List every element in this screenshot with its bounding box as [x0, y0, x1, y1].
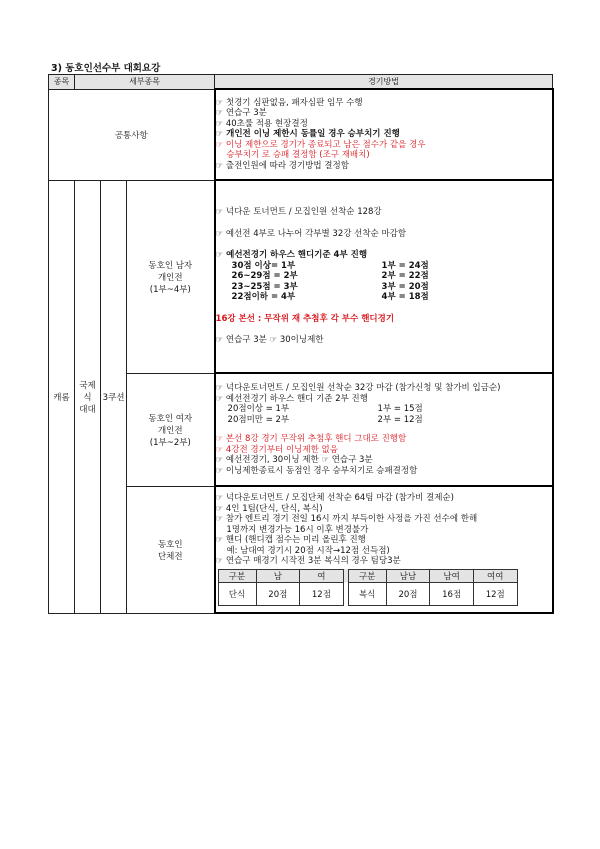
women-content [215, 373, 553, 486]
common-label: 공통사항 [49, 89, 215, 180]
handicap-header: 남 [256, 569, 300, 582]
women-label-1: 동호인 여자 [148, 413, 193, 424]
men-grade: 23~25점 = 3부 3부 = 20점 [231, 281, 429, 292]
handicap-header: 구분 [348, 569, 386, 582]
men-line-3: ☞ 예선전경기 하우스 핸디기준 4부 진행 [215, 250, 368, 261]
men-label-1: 동호인 남자 [148, 260, 193, 271]
team-line: 예: 남대여 경기시 20점 시작→12점 선득점) [215, 545, 390, 556]
men-content [215, 180, 553, 373]
handicap-value-row [218, 582, 517, 605]
women-grade: 20점이상 = 1부 1부 = 15점 [227, 404, 423, 414]
handicap-table [218, 569, 518, 606]
handicap-cell: 16점 [430, 582, 474, 605]
three-cushion: 3쿠션 [101, 180, 127, 613]
common-line: ☞ 이닝 제한으로 경기가 종료되고 남은 점수가 같을 경우 [215, 139, 426, 150]
common-line: ☞ 첫경기 심판없음, 패자심판 임무 수행 [215, 97, 363, 108]
header-row [49, 75, 553, 90]
team-label-1: 동호인 [157, 539, 183, 550]
women-label-2: 개인전 [157, 425, 183, 436]
intl-line-3: 대대 [79, 404, 96, 415]
women-line-4: ☞ 4강전 경기부터 이닝제한 없음 [215, 444, 338, 455]
common-line: ☞ 연습구 3분 [215, 108, 267, 119]
handicap-cell: 20점 [386, 582, 430, 605]
common-line: ☞ 출전인원에 따라 경기방법 결정함 [215, 160, 349, 171]
women-line-6: ☞ 이닝제한종료시 동점인 경우 승부치기로 승패결정함 [215, 465, 418, 476]
sport-carom: 캐롬 [49, 180, 75, 613]
handicap-header: 여 [300, 569, 344, 582]
team-line: 1명까지 변경가능 16시 이후 변경불가 [215, 524, 369, 535]
team-label-2: 단체전 [157, 551, 183, 562]
men-label [127, 180, 215, 373]
team-line: ☞ 4인 1팀(단식, 단식, 복식) [215, 503, 323, 514]
women-grade: 20점미만 = 2부 2부 = 12점 [227, 414, 423, 425]
women-label-3: (1부~2부) [149, 437, 191, 448]
common-line: 승부치기 로 승패 결정함 (조구 재배치) [215, 150, 370, 161]
team-label [127, 486, 215, 613]
team-line: ☞ 핸디 (핸디캡 점수는 미리 올린후 진행 [215, 535, 366, 546]
header-category: 종목 [49, 75, 75, 90]
common-line: ☞ 개인전 이닝 제한시 동률일 경우 승부치기 진행 [215, 129, 400, 140]
men-grade: 26~29점 = 2부 2부 = 22점 [231, 271, 429, 282]
men-line-5: ☞ 연습구 3분 ☞ 30이닝제한 [215, 335, 324, 346]
men-grade: 30점 이상= 1부 1부 = 24점 [231, 260, 429, 271]
women-line-3: ☞ 본선 8강 경기 무작위 추첨후 핸디 그대로 진행함 [215, 434, 407, 444]
handicap-header: 구분 [218, 569, 256, 582]
men-line-4: 16강 본선 : 무작위 재 추첨후 각 부수 핸디경기 [215, 313, 395, 324]
header-detail: 세부종목 [75, 75, 215, 90]
handicap-header: 남여 [430, 569, 474, 582]
handicap-cell: 12점 [473, 582, 517, 605]
men-label-2: 개인전 [157, 272, 183, 283]
section-title: 3) 동호인선수부 대회요강 [51, 63, 161, 74]
team-content [215, 486, 553, 613]
handicap-header: 남남 [386, 569, 430, 582]
women-line-5: ☞ 예선전경기, 30이닝 제한 ☞ 연습구 3분 [215, 455, 373, 465]
common-content [215, 89, 553, 180]
men-grade: 22점이하 = 4부 4부 = 18점 [231, 292, 429, 303]
handicap-cell: 단식 [218, 582, 256, 605]
team-line: ☞ 참가 엔트리 경기 전일 16시 까지 부득이한 사정을 가진 선수에 한해 [215, 514, 478, 525]
rules-table [48, 74, 554, 614]
intl-line-1: 국제 [79, 380, 96, 391]
handicap-header: 여여 [473, 569, 517, 582]
handicap-cell: 20점 [256, 582, 300, 605]
women-line-2: ☞ 예선전경기 하우스 핸디 기준 2부 진행 [215, 393, 368, 404]
handicap-cell: 복식 [348, 582, 386, 605]
handicap-cell: 12점 [300, 582, 344, 605]
team-line: ☞ 연습구 매경기 시작전 3분 복식의 경우 팀당3분 [215, 556, 401, 567]
international-grade [75, 180, 101, 613]
women-label [127, 373, 215, 486]
men-line-1: ☞ 넉다운 토너먼트 / 모집인원 선착순 128강 [215, 207, 382, 218]
team-line: ☞ 넉다운토너먼트 / 모집단체 선착순 64팀 마감 (참가비 결제순) [215, 493, 454, 504]
header-method: 경기방법 [215, 75, 553, 90]
men-row [49, 180, 553, 373]
common-line: ☞ 40초룰 적용 현장결정 [215, 118, 308, 129]
women-line-1: ☞ 넉다운토너먼트 / 모집인원 선착순 32강 마감 (참가신청 및 참가비 입금순) [215, 383, 501, 393]
men-label-3: (1부~4부) [149, 284, 191, 295]
handicap-header-row [218, 569, 517, 582]
men-line-2: ☞ 예선전 4부로 나누어 각부별 32강 선착순 마감함 [215, 228, 407, 239]
intl-line-2: 식 [83, 392, 92, 403]
common-row [49, 89, 553, 180]
